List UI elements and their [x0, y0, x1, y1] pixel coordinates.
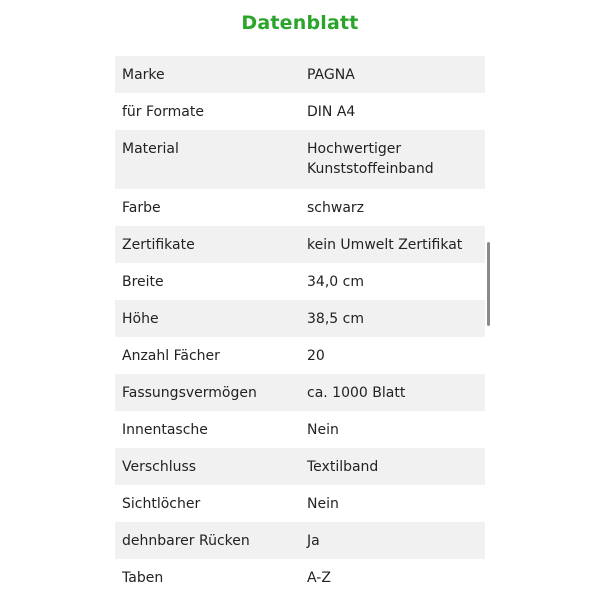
row-label: Farbe — [122, 200, 161, 216]
scrollbar[interactable] — [487, 242, 490, 326]
row-label: Anzahl Fächer — [122, 348, 220, 364]
table-row — [115, 189, 485, 226]
row-value: DIN A4 — [307, 104, 356, 120]
table-row — [115, 93, 485, 130]
table-row — [115, 522, 485, 559]
table-row — [115, 485, 485, 522]
row-value: Nein — [307, 422, 339, 438]
table-row — [115, 559, 485, 596]
row-label: Zertifikate — [122, 237, 195, 253]
row-value: PAGNA — [307, 67, 355, 83]
table-row — [115, 374, 485, 411]
row-value: ca. 1000 Blatt — [307, 385, 406, 401]
row-label: Höhe — [122, 311, 159, 327]
row-value: 34,0 cm — [307, 274, 364, 290]
row-value: Ja — [307, 533, 320, 549]
row-value: Textilband — [307, 459, 379, 475]
row-value: 20 — [307, 348, 325, 364]
table-row — [115, 130, 485, 189]
row-label: Fassungsvermögen — [122, 385, 257, 401]
table-row — [115, 56, 485, 93]
table-row — [115, 448, 485, 485]
row-label: Verschluss — [122, 459, 197, 475]
datasheet-table — [115, 56, 485, 596]
table-row — [115, 263, 485, 300]
row-label: Breite — [122, 274, 164, 290]
row-value: 38,5 cm — [307, 311, 364, 327]
table-row — [115, 226, 485, 263]
row-label: dehnbarer Rücken — [122, 533, 250, 549]
row-label: Taben — [122, 570, 164, 586]
row-value: Hochwertiger Kunststoffeinband — [307, 141, 434, 177]
row-label: Material — [122, 141, 179, 157]
row-value: schwarz — [307, 200, 364, 216]
row-value: Nein — [307, 496, 339, 512]
row-value: kein Umwelt Zertifikat — [307, 237, 463, 253]
row-label: Sichtlöcher — [122, 496, 201, 512]
table-row — [115, 411, 485, 448]
row-label: Innentasche — [122, 422, 208, 438]
row-label: für Formate — [122, 104, 204, 120]
row-label: Marke — [122, 67, 165, 83]
row-value: A-Z — [307, 570, 331, 586]
table-row — [115, 300, 485, 337]
page-title: Datenblatt — [241, 12, 359, 34]
table-row — [115, 337, 485, 374]
